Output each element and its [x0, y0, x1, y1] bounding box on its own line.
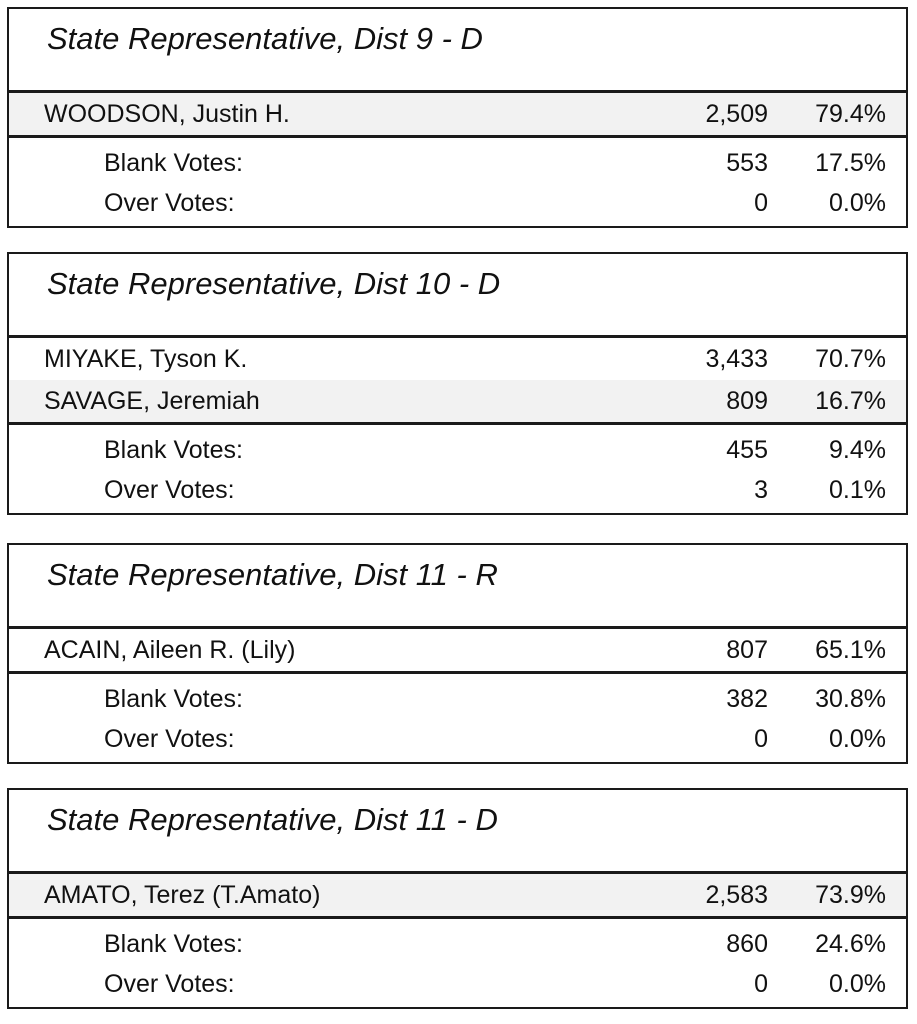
blank-votes-percent: 24.6%	[815, 930, 886, 958]
contest-title: State Representative, Dist 11 - R	[9, 545, 906, 629]
contest-title: State Representative, Dist 11 - D	[9, 790, 906, 874]
blank-votes-percent: 9.4%	[829, 436, 886, 464]
candidate-row	[9, 93, 906, 135]
over-votes-row	[9, 719, 906, 759]
contest-title: State Representative, Dist 10 - D	[9, 254, 906, 338]
candidate-percent: 16.7%	[815, 387, 886, 415]
contest-block-dist-11-d	[7, 788, 908, 1009]
blank-votes-count: 553	[726, 149, 768, 177]
blank-votes-label: Blank Votes:	[104, 149, 243, 177]
blank-votes-count: 860	[726, 930, 768, 958]
candidate-votes: 3,433	[705, 345, 768, 373]
candidate-votes: 809	[726, 387, 768, 415]
over-votes-percent: 0.1%	[829, 476, 886, 504]
vote-summary	[9, 425, 906, 513]
over-votes-percent: 0.0%	[829, 970, 886, 998]
candidate-percent: 79.4%	[815, 100, 886, 128]
candidate-name: MIYAKE, Tyson K.	[44, 345, 248, 373]
candidate-row	[9, 629, 906, 671]
over-votes-percent: 0.0%	[829, 189, 886, 217]
over-votes-label: Over Votes:	[104, 970, 235, 998]
over-votes-percent: 0.0%	[829, 725, 886, 753]
over-votes-label: Over Votes:	[104, 476, 235, 504]
candidate-votes: 2,583	[705, 881, 768, 909]
blank-votes-label: Blank Votes:	[104, 436, 243, 464]
blank-votes-count: 455	[726, 436, 768, 464]
blank-votes-label: Blank Votes:	[104, 685, 243, 713]
over-votes-count: 0	[754, 725, 768, 753]
blank-votes-percent: 30.8%	[815, 685, 886, 713]
candidate-name: ACAIN, Aileen R. (Lily)	[44, 636, 296, 664]
over-votes-label: Over Votes:	[104, 725, 235, 753]
blank-votes-percent: 17.5%	[815, 149, 886, 177]
blank-votes-row	[9, 430, 906, 470]
contest-title: State Representative, Dist 9 - D	[9, 9, 906, 93]
blank-votes-label: Blank Votes:	[104, 930, 243, 958]
over-votes-row	[9, 183, 906, 223]
candidate-votes: 807	[726, 636, 768, 664]
candidate-name: WOODSON, Justin H.	[44, 100, 290, 128]
candidate-row	[9, 338, 906, 380]
blank-votes-row	[9, 143, 906, 183]
blank-votes-count: 382	[726, 685, 768, 713]
over-votes-label: Over Votes:	[104, 189, 235, 217]
vote-summary	[9, 138, 906, 226]
over-votes-row	[9, 470, 906, 510]
over-votes-row	[9, 964, 906, 1004]
over-votes-count: 3	[754, 476, 768, 504]
blank-votes-row	[9, 924, 906, 964]
vote-summary	[9, 919, 906, 1007]
over-votes-count: 0	[754, 189, 768, 217]
candidate-percent: 73.9%	[815, 881, 886, 909]
candidate-name: SAVAGE, Jeremiah	[44, 387, 260, 415]
vote-summary	[9, 674, 906, 762]
candidate-percent: 70.7%	[815, 345, 886, 373]
candidate-row	[9, 874, 906, 916]
contest-block-dist-10-d	[7, 252, 908, 515]
candidate-votes: 2,509	[705, 100, 768, 128]
contest-block-dist-11-r	[7, 543, 908, 764]
candidate-name: AMATO, Terez (T.Amato)	[44, 881, 321, 909]
contest-block-dist-9-d	[7, 7, 908, 228]
candidate-percent: 65.1%	[815, 636, 886, 664]
candidate-row	[9, 380, 906, 422]
blank-votes-row	[9, 679, 906, 719]
over-votes-count: 0	[754, 970, 768, 998]
